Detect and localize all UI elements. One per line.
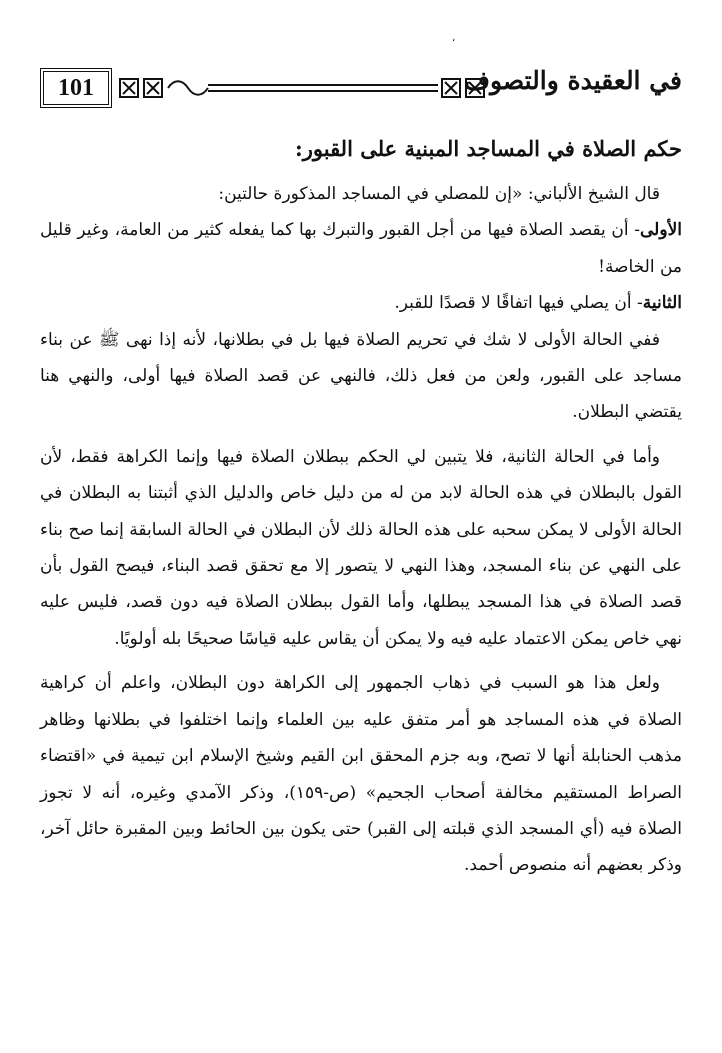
top-mark: ، bbox=[452, 33, 456, 44]
second-case-label: الثانية bbox=[642, 293, 682, 314]
page-header bbox=[40, 64, 682, 114]
paragraph-majority-view: ولعل هذا هو السبب في ذهاب الجمهور إلى الكراهة دون البطلان، واعلم أن كراهية الصلاة في هذه المساجد هو أمر متفق عليه بين العلماء وإنما اختلفوا في بطلانها وظاهر مذهب الحنابلة أنها لا تصح، وبه جزم المحقق ابن القيم وشيخ الإسلام ابن تيمية في «اقتضاء الصراط المستقيم مخالفة أصحاب الجحيم» (ص-١٥٩)، وذكر الآمدي وغيره، أنه لا تجوز الصلاة فيه (أي المسجد الذي قبلته إلى القبر) حتى يكون بين الحائط وبين المقبرة حائل آخر، وذكر بعضهم أنه منصوص أحمد. bbox=[40, 673, 683, 876]
section-heading: حكم الصلاة في المساجد المبنية على القبور: bbox=[294, 136, 682, 161]
second-case-text: - أن يصلي فيها اتفاقًا لا قصدًا للقبر. bbox=[394, 293, 643, 314]
book-title: في العقيدة والتصوف bbox=[464, 66, 682, 95]
page-number: 101 bbox=[40, 68, 112, 108]
first-case-label: الأولى bbox=[640, 220, 682, 241]
first-case-text: - أن يقصد الصلاة فيها من أجل القبور والتبرك بها كما يفعله كثير من العامة، وغير قليل من الخاصة! bbox=[40, 220, 682, 277]
paragraph-first-case bbox=[40, 212, 682, 285]
header-ornament bbox=[118, 76, 488, 100]
paragraph-second-case-ruling: وأما في الحالة الثانية، فلا يتبين لي الحكم ببطلان الصلاة فيها وإنما الكراهة فقط، لأن القول بالبطلان في هذه الحالة لابد من له من دليل خاص والدليل الذي أثبتنا به البطلان في الحالة الأولى لا يمكن سحبه على هذه الحالة ذلك لأن البطلان في الحالة السابقة إنما صح بناء على النهي عن بناء المسجد، وهذا النهي لا يتصور إلا مع تحقق قصد البناء، فيصح القول بأن قصد الصلاة في هذا المسجد يبطلها، وأما القول ببطلان الصلاة فيه دون قصد، فليس عليه نهي خاص يمكن الاعتماد عليه فيه ولا يمكن أن يقاس عليه قياسًا صحيحًا بله أولويًا. bbox=[40, 446, 682, 649]
paragraph-intro: قال الشيخ الألباني: «إن للمصلي في المساجد المذكورة حالتين: bbox=[218, 184, 660, 204]
page-content bbox=[40, 128, 682, 884]
paragraph-second-case bbox=[40, 285, 682, 321]
paragraph-first-case-ruling: ففي الحالة الأولى لا شك في تحريم الصلاة فيها بل في بطلانها، لأنه إذا نهى ﷺ عن بناء مساجد على القبور، ولعن من فعل ذلك، فالنهي عن قصد الصلاة فيها أولى، والنهي هنا يقتضي البطلان. bbox=[40, 329, 682, 423]
